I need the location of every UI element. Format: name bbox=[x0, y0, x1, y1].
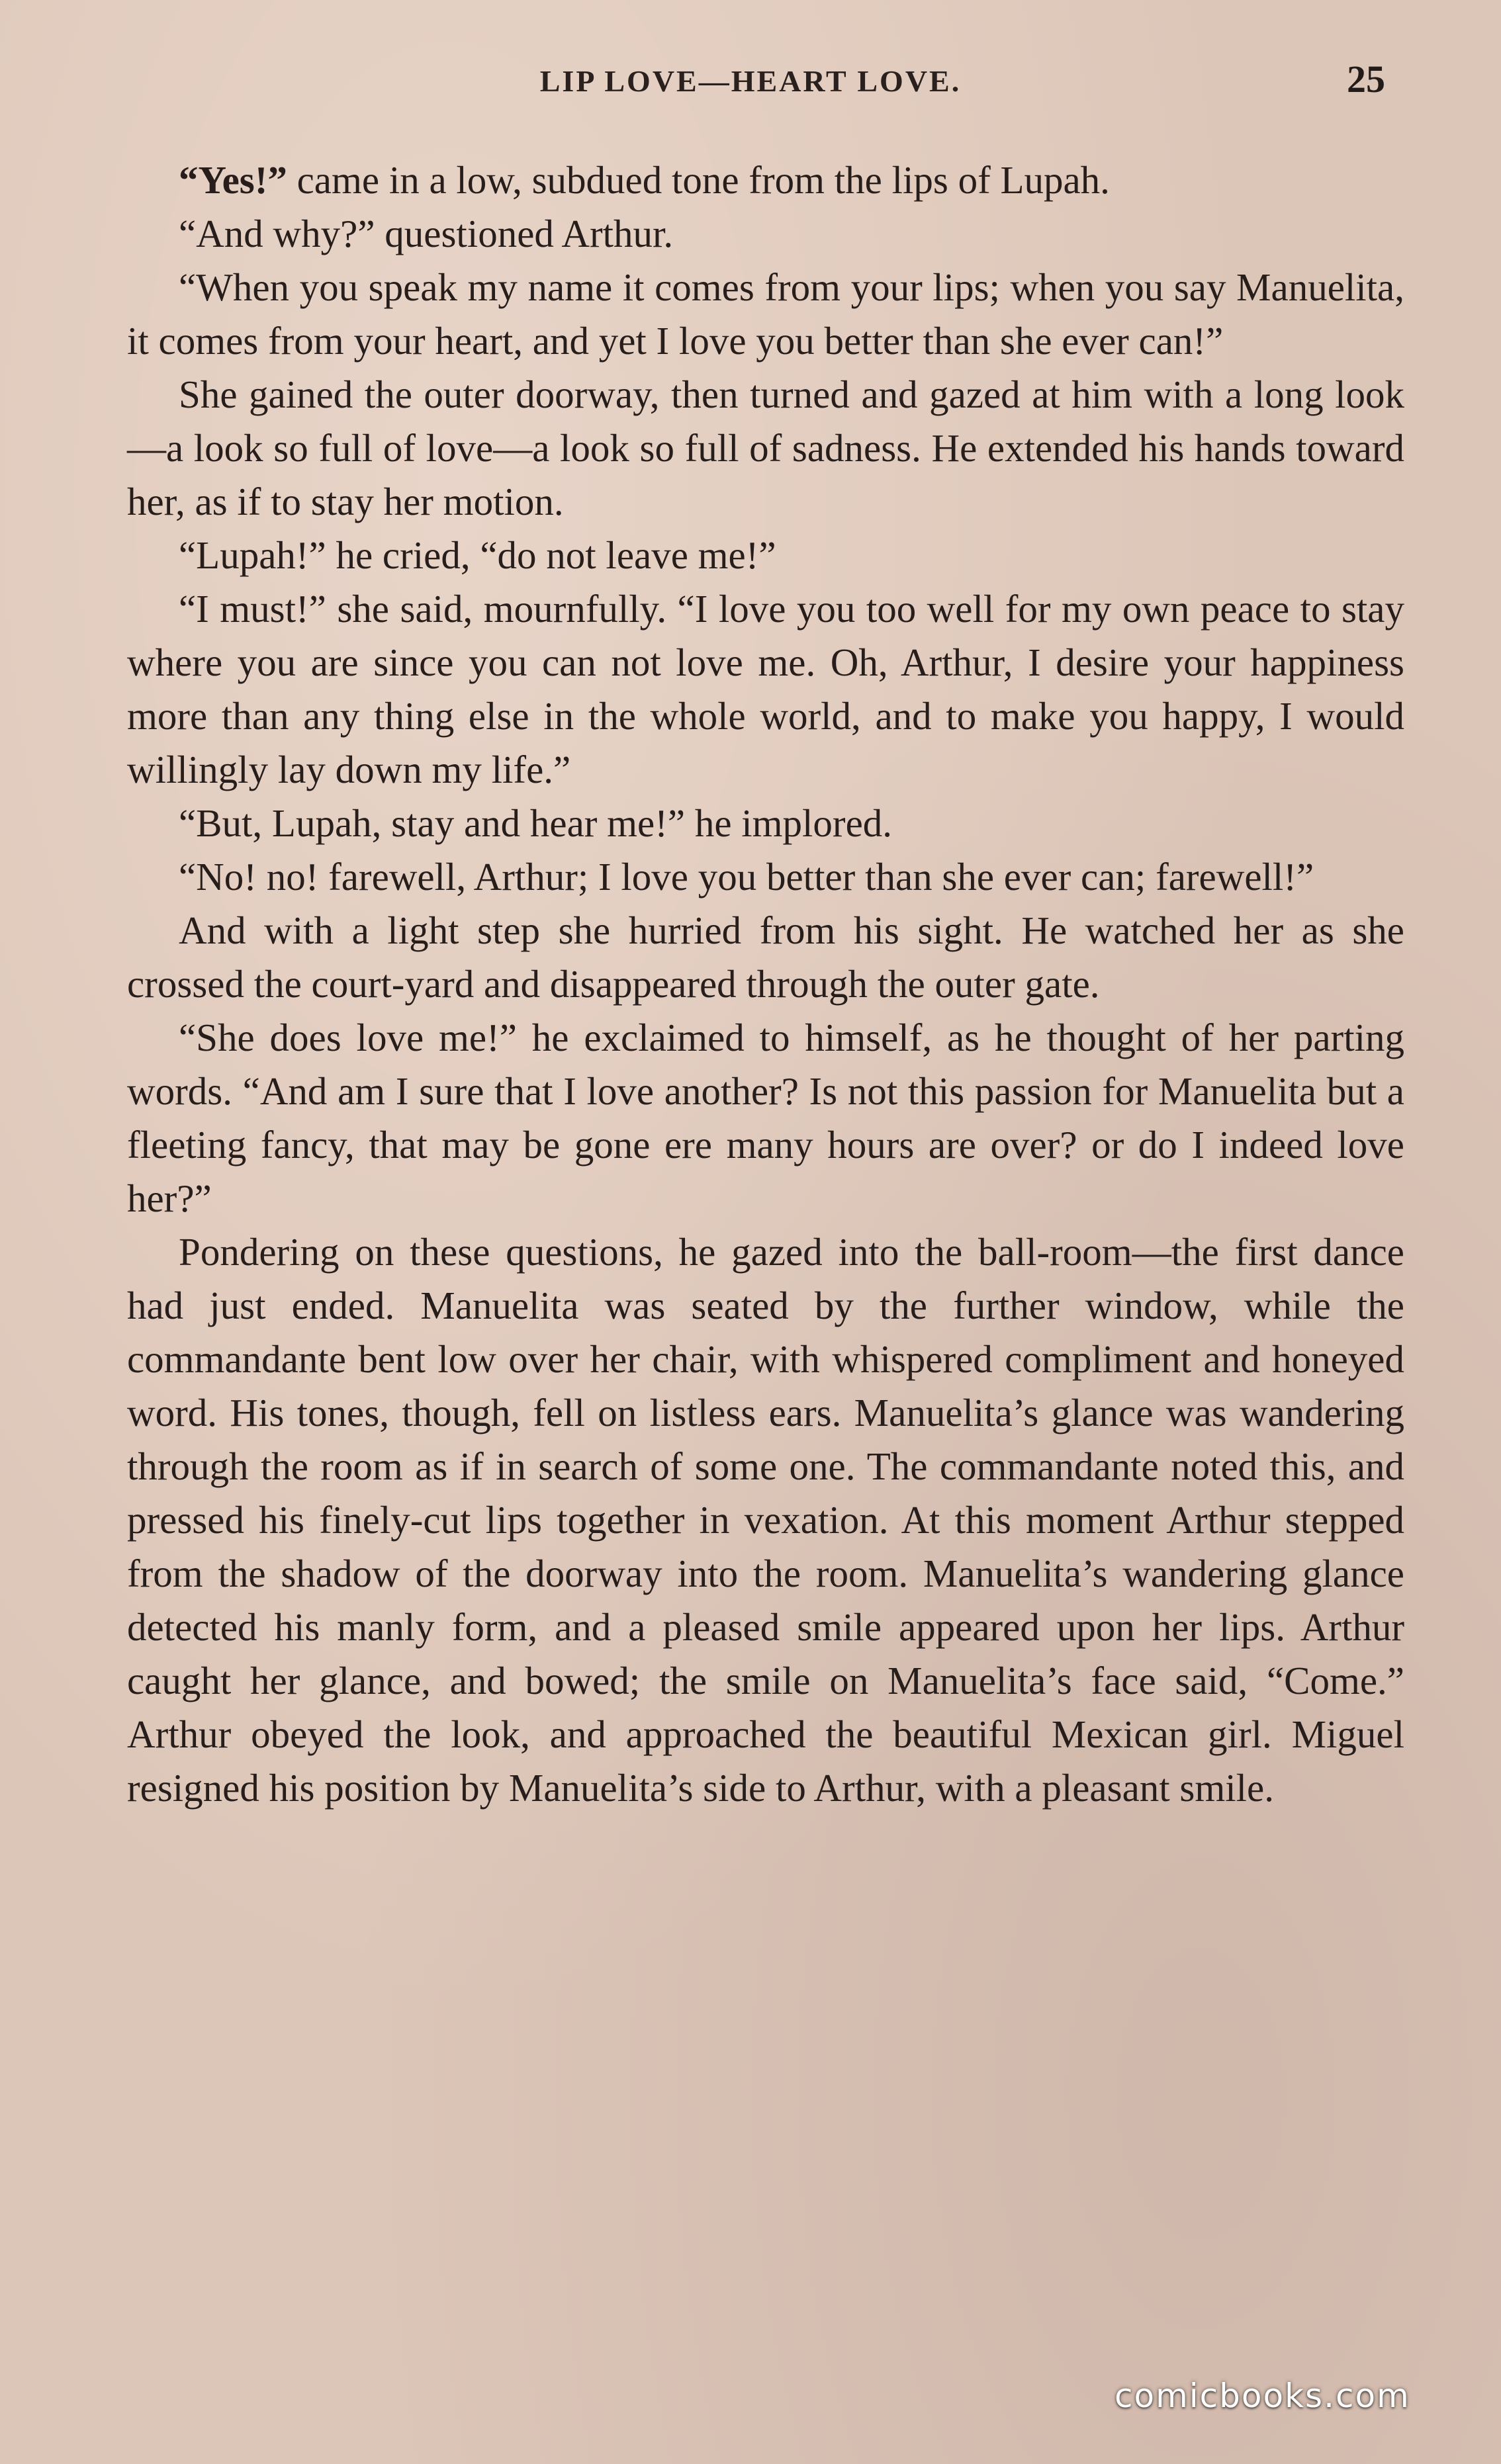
paragraph bbox=[127, 154, 1404, 207]
paragraph bbox=[127, 582, 1404, 797]
paragraph-text: Pondering on these questions, he gazed into the ball-room—the first dance had just ended. Manuelita was seated by the further window, while the commandante bent low over her chair, with whispered compliment and honeyed word. His tones, though, fell on listless ears. Manuelita’s glance was wandering through the room as if in search of some one. The commandante noted this, and pressed his finely-cut lips together in vexation. At this moment Arthur stepped from the shadow of the doorway into the room. Manuelita’s wandering glance detected his manly form, and a pleased smile appeared upon her lips. Arthur caught her glance, and bowed; the smile on Manuelita’s face said, “Come.” Arthur obeyed the look, and approached the beautiful Mexican girl. Miguel resigned his position by Manuelita’s side to Arthur, with a pleasant smile. bbox=[127, 1230, 1404, 1810]
paragraph-text: “I must!” she said, mournfully. “I love you too well for my own peace to stay where you are since you can not love me. Oh, Arthur, I desire your happiness more than any thing else in the whole world, and to make you happy, I would willingly lay down my life.” bbox=[127, 587, 1404, 791]
paragraph bbox=[127, 1011, 1404, 1225]
running-head-title: LIP LOVE—HEART LOVE. bbox=[539, 64, 962, 98]
watermark: comicbooks.com bbox=[1114, 2377, 1410, 2415]
paragraph-text: “No! no! farewell, Arthur; I love you better than she ever can; farewell!” bbox=[179, 855, 1314, 899]
paragraph-text: “Lupah!” he cried, “do not leave me!” bbox=[179, 533, 776, 577]
page-number: 25 bbox=[1347, 58, 1385, 101]
paragraph-text: “When you speak my name it comes from your lips; when you say Manuelita, it comes from your heart, and yet I love you better than she ever can!” bbox=[127, 265, 1404, 363]
paragraph bbox=[127, 850, 1404, 904]
paragraph bbox=[127, 797, 1404, 850]
paragraph bbox=[127, 368, 1404, 529]
paragraph bbox=[127, 529, 1404, 582]
paragraph-lead: “Yes!” bbox=[179, 158, 287, 202]
paragraph bbox=[127, 904, 1404, 1011]
body-text bbox=[127, 154, 1404, 1815]
paragraph-text: “And why?” questioned Arthur. bbox=[179, 212, 674, 255]
paragraph bbox=[127, 261, 1404, 368]
paragraph-text: came in a low, subdued tone from the lips of Lupah. bbox=[287, 158, 1110, 202]
paragraph-text: And with a light step she hurried from his sight. He watched her as she crossed the court-yard and disappeared through the outer gate. bbox=[127, 908, 1404, 1006]
paragraph bbox=[127, 207, 1404, 261]
paragraph-text: “She does love me!” he exclaimed to himself, as he thought of her parting words. “And am I sure that I love another? Is not this passion for Manuelita but a fleeting fancy, that may be gone ere many hours are over? or do I indeed love her?” bbox=[127, 1016, 1404, 1220]
paragraph-text: She gained the outer doorway, then turned and gazed at him with a long look—a look so full of love—a look so full of sadness. He extended his hands toward her, as if to stay her motion. bbox=[127, 373, 1404, 523]
paragraph bbox=[127, 1225, 1404, 1815]
paragraph-text: “But, Lupah, stay and hear me!” he implored. bbox=[179, 801, 893, 845]
